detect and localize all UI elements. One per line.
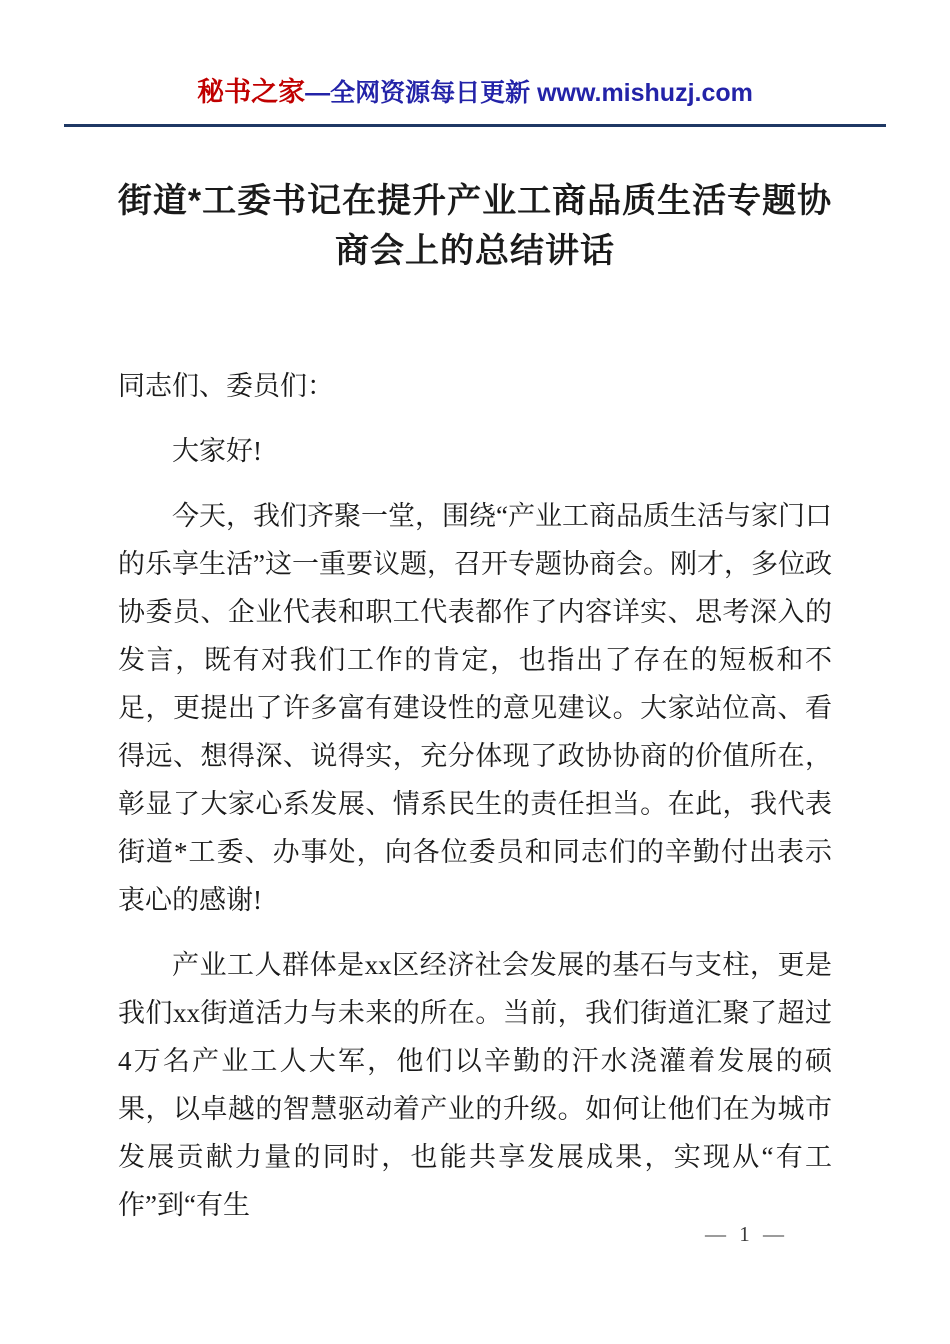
paragraph-body-1: 今天，我们齐聚一堂，围绕“产业工商品质生活与家门口的乐享生活”这一重要议题，召开专题协商会。刚才，多位政协委员、企业代表和职工代表都作了内容详实、思考深入的发言，既有对我们工作的肯定，也指出了存在的短板和不足，更提出了许多富有建设性的意见建议。大家站位高、看得远、想得深、说得实，充分体现了政协协商的价值所在，彰显了大家心系发展、情系民生的责任担当。在此，我代表街道*工委、办事处，向各位委员和同志们的辛勤付出表示衷心的感谢!: [118, 500, 832, 915]
brand-text: 秘书之家: [197, 77, 306, 107]
document-body: [118, 362, 832, 1229]
document-header: [0, 0, 950, 108]
document-title: 街道*工委书记在提升产业工商品质生活专题协商会上的总结讲话: [117, 182, 833, 270]
paragraph-body-2: 产业工人群体是xx区经济社会发展的基石与支柱，更是我们xx街道活力与未来的所在。当前，我们街道汇聚了超过4万名产业工人大军，他们以辛勤的汗水浇灌着发展的硕果，以卓越的智慧驱动着产业的升级。如何让他们在为城市发展贡献力量的同时，也能共享发展成果，实现从“有工作”到“有生: [118, 949, 832, 1220]
page-number: — 1 —: [705, 1222, 788, 1246]
paragraph-salutation: 同志们、委员们：: [118, 370, 334, 401]
header-divider: [64, 124, 886, 127]
tagline-text: —全网资源每日更新 www.mishuzj.com: [305, 79, 753, 107]
paragraph-greeting: 大家好!: [172, 435, 262, 466]
